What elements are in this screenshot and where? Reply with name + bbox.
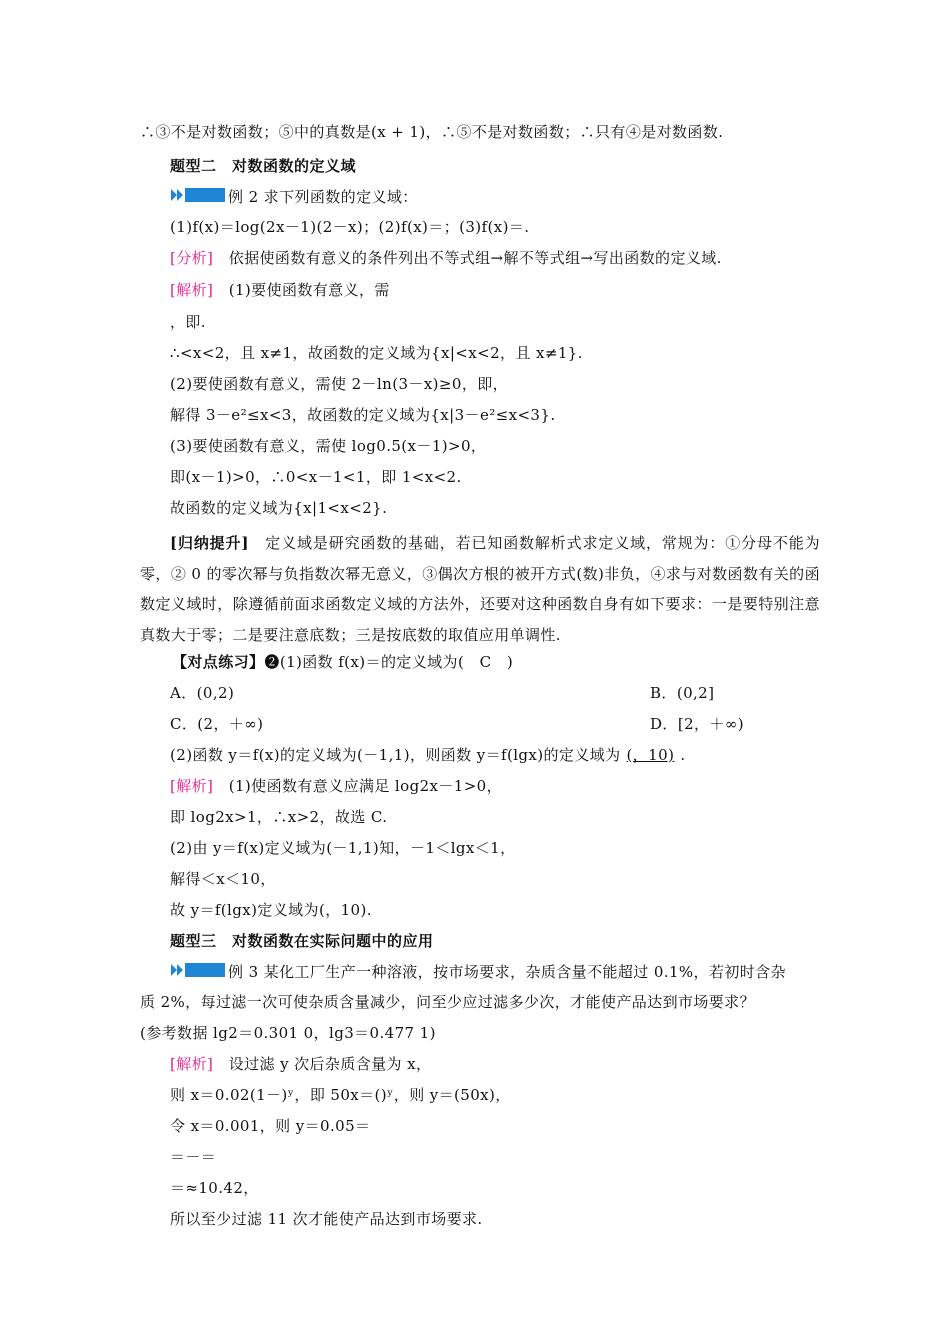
text-line: 解得 3－e²≤x<3，故函数的定义域为{x|3－e²≤x<3}.	[170, 406, 556, 424]
question-2-text: (2)函数 y＝f(x)的定义域为(－1,1)，则函数 y＝f(lgx)的定义域为	[170, 746, 621, 764]
option-b: B．(0,2]	[650, 684, 715, 702]
example-2-text: 例 2 求下列函数的定义域：	[228, 188, 418, 206]
text-line: (2)由 y＝f(x)定义域为(－1,1)知，－1＜lgx＜1，	[170, 839, 516, 857]
text-line: ∴<x<2，且 x≠1，故函数的定义域为{x|<x<2，且 x≠1}.	[170, 344, 583, 362]
solution-3-line	[170, 1054, 820, 1074]
option-row	[170, 683, 820, 703]
practice-line	[172, 652, 822, 672]
text-line: (2)要使函数有意义，需使 2－ln(3－x)≥0，即，	[170, 375, 509, 393]
practice-tag: 【对点练习】	[172, 653, 265, 671]
option-row	[170, 714, 820, 734]
solution-3-tag: [解析]	[170, 1055, 214, 1073]
analysis-tag: [分析]	[170, 249, 214, 267]
summary-text: 定义域是研究函数的基础，若已知函数解析式求定义域，常规为：①分母不能为零，② 0 的零次幂与负指数次幂无意义，③偶次方根的被开方式(数)非负，④求与对数函数有关的函数定义域时，除遵循前面求函数定义域的方法外，还要对这种函数自身有如下要求：一是要特别注意真数大于零；二是要注意底数；三是按底数的取值应用单调性.	[140, 534, 820, 644]
question-2-line: (2)函数 y＝f(x)的定义域为(－1,1)，则函数 y＝f(lgx)的定义域为 (，10) .	[170, 746, 686, 764]
solution-text: (1)要使函数有意义，需	[228, 281, 390, 299]
practice-number: ❷	[264, 653, 280, 671]
option-d: D．[2，＋∞)	[650, 715, 744, 733]
text-line: 解得＜x＜10，	[170, 870, 276, 888]
section-title-2: 题型二 对数函数的定义域	[170, 157, 357, 175]
text-line: 故 y＝f(lgx)定义域为(，10).	[170, 901, 372, 919]
text-line: 所以至少过滤 11 次才能使产品达到市场要求.	[170, 1210, 483, 1228]
example-2-line	[170, 186, 820, 207]
summary-tag: [归纳提升]	[170, 534, 249, 552]
example-3-text: 例 3 某化工厂生产一种溶液，按市场要求，杂质含量不能超过 0.1%，若初时含杂	[228, 963, 786, 981]
solution-2-tag: [解析]	[170, 777, 214, 795]
example-3-line	[170, 961, 820, 982]
example-marker-icon	[170, 186, 226, 204]
solution-2-line	[170, 776, 820, 796]
analysis-line	[170, 248, 820, 268]
solution-2-text: (1)使函数有意义应满足 log2x－1>0，	[228, 777, 503, 795]
text-line: ＝－＝	[170, 1148, 217, 1166]
text-line: 即(x－1)>0，∴0<x－1<1，即 1<x<2.	[170, 468, 462, 486]
text-line: (参考数据 lg2＝0.301 0，lg3＝0.477 1)	[140, 1024, 436, 1042]
solution-line	[170, 280, 820, 300]
text-line: 令 x＝0.001，则 y＝0.05＝	[170, 1117, 371, 1135]
text-line: 即 log2x>1，∴x>2，故选 C.	[170, 808, 388, 826]
text-line: ，即.	[170, 313, 206, 331]
text-line: 故函数的定义域为{x|1<x<2}.	[170, 499, 388, 517]
analysis-text: 依据使函数有意义的条件列出不等式组→解不等式组→写出函数的定义域.	[228, 249, 722, 267]
section-title-3: 题型三 对数函数在实际问题中的应用	[170, 932, 434, 950]
summary-paragraph	[140, 528, 820, 650]
example-2-items: (1)f(x)＝log(2x－1)(2－x)；(2)f(x)＝；(3)f(x)＝.	[170, 218, 530, 236]
option-a: A．(0,2)	[170, 684, 235, 702]
solution-3-text: 设过滤 y 次后杂质含量为 x，	[228, 1055, 432, 1073]
answer-blank: (，10)	[626, 746, 675, 764]
solution-tag: [解析]	[170, 281, 214, 299]
text-line: (3)要使函数有意义，需使 log0.5(x－1)>0，	[170, 437, 487, 455]
example-marker-icon	[170, 961, 226, 979]
text-line: ∴③不是对数函数；⑤中的真数是(x + 1)，∴⑤不是对数函数；∴只有④是对数函数.	[140, 123, 724, 141]
text-line: ＝≈10.42，	[170, 1179, 259, 1197]
text-line: 则 x＝0.02(1－)ʸ，即 50x＝()ʸ，则 y＝(50x)，	[170, 1086, 511, 1104]
option-c: C．(2，＋∞)	[170, 715, 264, 733]
practice-text: (1)函数 f(x)＝的定义域为( C )	[279, 653, 514, 671]
text-line: 质 2%，每过滤一次可使杂质含量减少，问至少应过滤多少次，才能使产品达到市场要求？	[140, 993, 755, 1011]
